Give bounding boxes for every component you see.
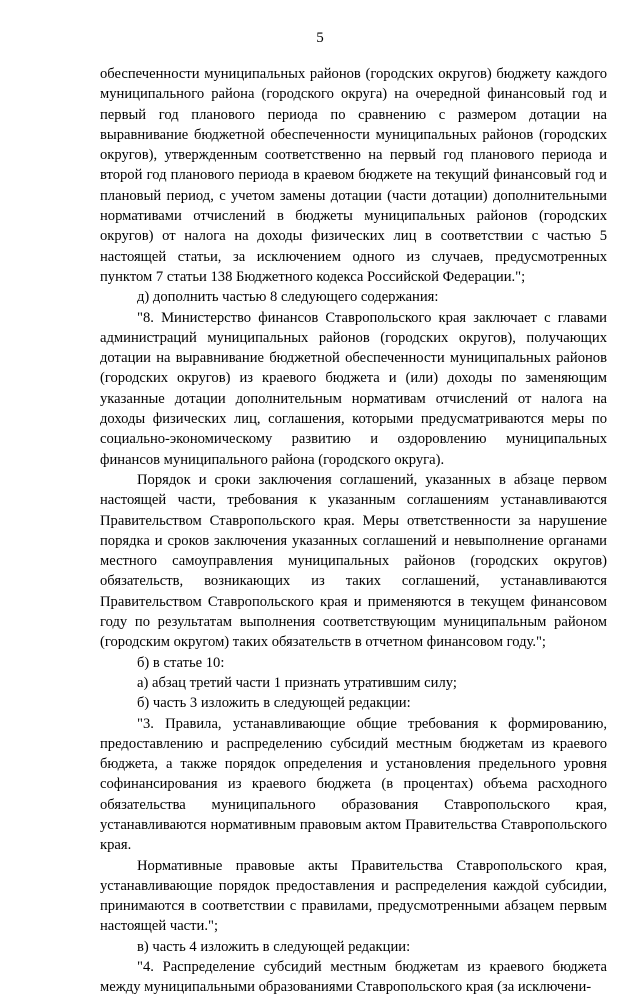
paragraph: б) в статье 10:: [137, 654, 225, 671]
paragraph: д) дополнить частью 8 следующего содержания:: [137, 289, 439, 306]
paragraph: "3. Правила, устанавливающие общие требования к формированию, предоставлению и распределению субсидий местным бюджетам из краевого бюджета, а также порядок определения и установления предельного уровня софинансирования из краевого бюджета (в процентах) объема расходного обязательства муниципального образования Ставропольского края, устанавливаются нормативным правовым актом Правительства Ставропольского края.: [100, 715, 607, 854]
paragraph: обеспеченности муниципальных районов (городских округов) бюджету каждого муниципального района (городского округа) на очередной финансовый год и первый год планового периода по сравнению с размером дотации на выравнивание бюджетной обеспеченности муниципальных районов (городских округов), утвержденным соответственно на первый год планового периода и второй год планового периода в краевом бюджете на текущий финансовый год и плановый период, с учетом замены дотации (части дотации) дополнительными нормативами отчислений в бюджеты муниципальных районов (городских округов) от налога на доходы физических лиц в соответствии с частью 5 настоящей статьи, за исключением одного из случаев, предусмотренных пунктом 7 статьи 138 Бюджетного кодекса Российской Федерации.";: [100, 66, 607, 285]
paragraph: Порядок и сроки заключения соглашений, указанных в абзаце первом настоящей части, требования к указанным соглашениям устанавливаются Правительством Ставропольского края. Меры ответственности за нарушение порядка и сроков заключения указанных соглашений и невыполнение органами местного самоуправления муниципальных районов (городских округов) обязательств, возникающих из таких соглашений, устанавливаются Правительством Ставропольского края и применяются в текущем финансовом году по результатам выполнения соответствующим муниципальным районом (городским округом) таких обязательств в отчетном финансовом году.";: [100, 471, 607, 651]
paragraph: "8. Министерство финансов Ставропольского края заключает с главами администраций муниципальных районов (городских округов), получающих дотации на выравнивание бюджетной обеспеченности муниципальных районов (городских округов) из краевого бюджета и (или) доходы по заменяющим указанные дотации дополнительным нормативам отчислений от налога на доходы физических лиц, соглашения, которыми предусматриваются меры по социально-экономическому развитию и оздоровлению муниципальных финансов муниципального района (городского округа).: [100, 309, 607, 468]
document-body: [100, 64, 607, 998]
paragraph: а) абзац третий части 1 признать утратившим силу;: [137, 674, 457, 691]
paragraph: "4. Распределение субсидий местным бюджетам из краевого бюджета между муниципальными образованиями Ставропольского края (за исключени-: [100, 959, 607, 996]
paragraph: б) часть 3 изложить в следующей редакции:: [137, 695, 411, 712]
paragraph: в) часть 4 изложить в следующей редакции:: [137, 938, 411, 955]
paragraph: Нормативные правовые акты Правительства Ставропольского края, устанавливающие порядок предоставления и распределения каждой субсидии, принимаются в соответствии с правилами, предусмотренными абзацем первым настоящей части.";: [100, 857, 607, 935]
page-number: 5: [316, 30, 324, 46]
